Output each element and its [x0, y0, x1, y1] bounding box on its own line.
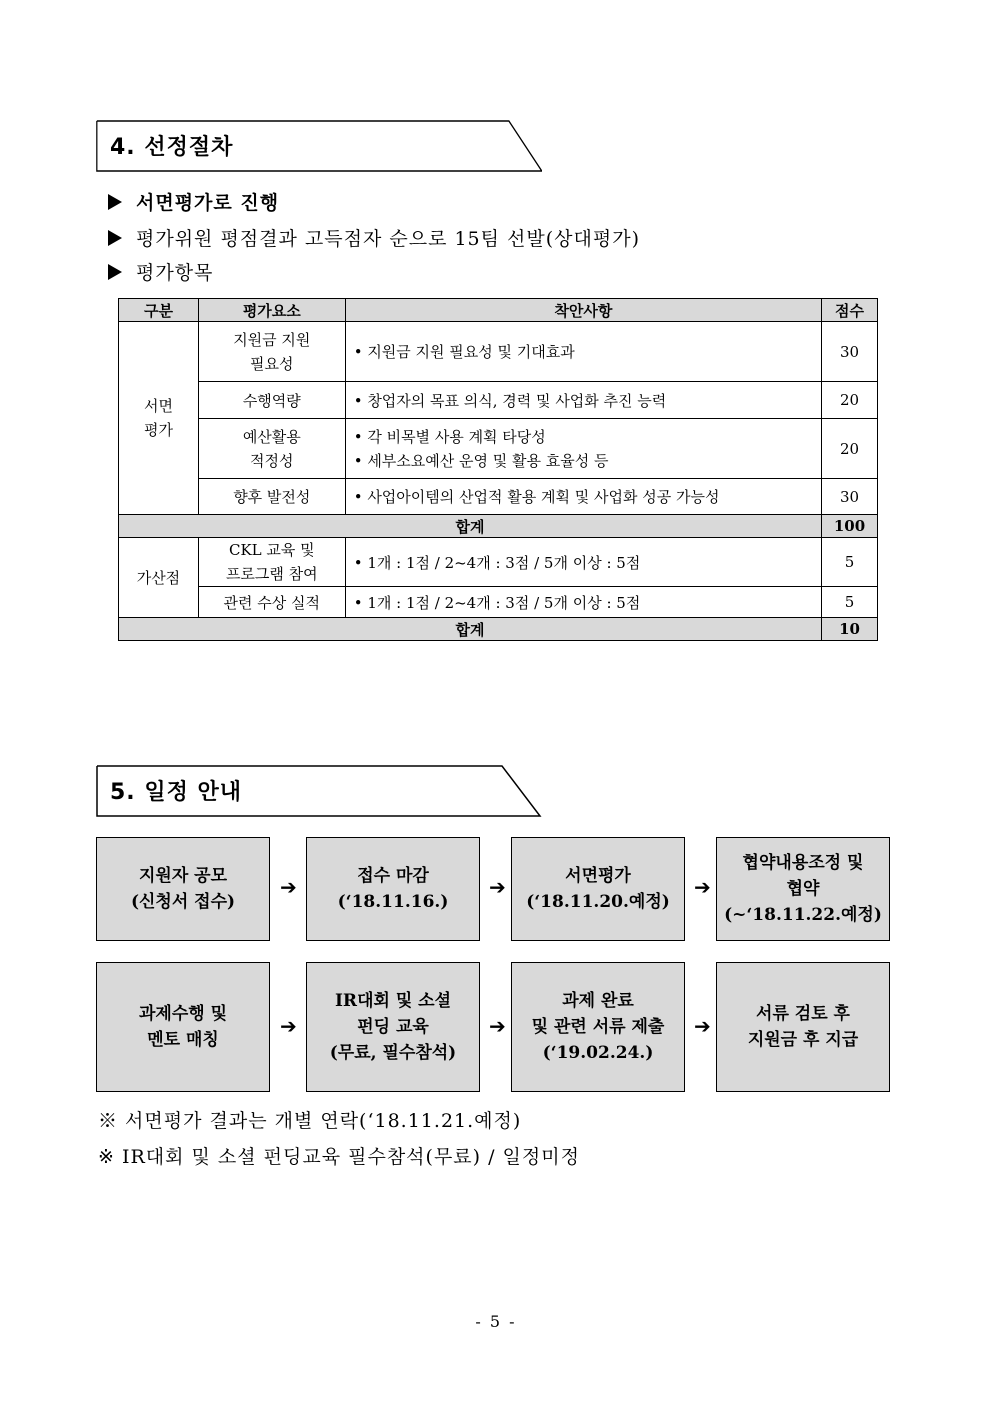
bullet-text: 평가위원 평점결과 고득점자 순으로 15팀 선발(상대평가): [136, 228, 640, 250]
criteria-cell: • 지원금 지원 필요성 및 기대효과: [345, 322, 821, 382]
flow-step-3: [511, 837, 685, 941]
criteria-cell: • 창업자의 목표 의식, 경력 및 사업화 추진 능력: [345, 382, 821, 419]
bullet-3: [108, 258, 213, 285]
arrow-right-icon: ➔: [694, 875, 711, 899]
table-row: [119, 479, 878, 515]
element-line: 프로그램 참여: [225, 565, 318, 583]
criteria-line: • 각 비목별 사용 계획 타당성: [353, 427, 546, 446]
header-category: 구분: [119, 299, 199, 322]
table-header-row: [119, 299, 878, 322]
table-row: [119, 322, 878, 382]
element-line: 예산활용: [242, 427, 301, 446]
group-label-bonus: 가산점: [119, 538, 199, 618]
flow-step-line: 협약내용조정 및: [742, 853, 864, 873]
element-line: 필요성: [250, 354, 294, 373]
criteria-cell: • 1개 : 1점 / 2~4개 : 3점 / 5개 이상 : 5점: [345, 587, 821, 618]
bullet-text: 서면평가로 진행: [136, 192, 280, 214]
score-cell: 20: [822, 382, 878, 419]
triangle-bullet-icon: [108, 194, 122, 210]
triangle-bullet-icon: [108, 264, 122, 280]
element-cell: 향후 발전성: [198, 479, 345, 515]
arrow-right-icon: ➔: [489, 875, 506, 899]
bullet-text: 평가항목: [136, 262, 214, 284]
flow-step-7: [511, 962, 685, 1092]
flow-step-line: 서면평가: [565, 866, 631, 886]
score-cell: 20: [822, 419, 878, 479]
arrow-right-icon: ➔: [280, 1014, 297, 1038]
criteria-cell: • 사업아이템의 산업적 활용 계획 및 사업화 성공 가능성: [345, 479, 821, 515]
subtotal-score: 100: [822, 515, 878, 538]
header-criteria: 착안사항: [345, 299, 821, 322]
bullet-2: [108, 224, 640, 251]
flow-step-line: 과제 완료: [562, 991, 634, 1011]
table-row: [119, 382, 878, 419]
flow-step-line: (‘18.11.20.예정): [526, 892, 670, 912]
flow-step-line: (‘19.02.24.): [542, 1043, 654, 1063]
flow-step-line: (~‘18.11.22.예정): [724, 905, 882, 925]
arrow-right-icon: ➔: [694, 1014, 711, 1038]
flow-step-line: (무료, 필수참석): [329, 1043, 457, 1063]
flow-step-2: [306, 837, 480, 941]
note-2: ※ IR대회 및 소셜 펀딩교육 필수참석(무료) / 일정미정: [98, 1146, 580, 1168]
group-label-line: 서면: [143, 397, 173, 415]
flow-step-5: [96, 962, 270, 1092]
arrow-right-icon: ➔: [489, 1014, 506, 1038]
flow-step-line: 멘토 매칭: [147, 1030, 219, 1050]
flow-step-line: 과제수행 및: [138, 1004, 228, 1024]
element-cell: [198, 538, 345, 587]
group-label-line: 평가: [143, 421, 173, 439]
group-label-document-eval: [119, 322, 199, 515]
flow-step-line: 지원자 공모: [138, 866, 228, 886]
element-cell: 관련 수상 실적: [198, 587, 345, 618]
criteria-cell: • 1개 : 1점 / 2~4개 : 3점 / 5개 이상 : 5점: [345, 538, 821, 587]
subtotal-score: 10: [822, 618, 878, 641]
section-5-header: [96, 765, 542, 817]
score-cell: 30: [822, 479, 878, 515]
element-line: 적정성: [250, 451, 294, 470]
table-row: [119, 419, 878, 479]
subtotal-row: [119, 618, 878, 641]
header-score: 점수: [822, 299, 878, 322]
arrow-right-icon: ➔: [280, 875, 297, 899]
section-4-header: [96, 120, 542, 172]
flow-step-1: [96, 837, 270, 941]
section-4-title: 4. 선정절차: [110, 135, 234, 160]
element-cell: [198, 322, 345, 382]
header-element: 평가요소: [198, 299, 345, 322]
score-cell: 5: [822, 587, 878, 618]
criteria-cell: [345, 419, 821, 479]
flow-step-4: [716, 837, 890, 941]
element-line: CKL 교육 및: [228, 541, 315, 559]
flow-step-line: 협약: [786, 879, 820, 899]
evaluation-table: [118, 298, 878, 641]
element-cell: [198, 419, 345, 479]
flow-step-line: 펀딩 교육: [357, 1017, 429, 1037]
subtotal-label: 합계: [119, 618, 822, 641]
table-row: [119, 538, 878, 587]
triangle-bullet-icon: [108, 230, 122, 246]
flow-step-line: 접수 마감: [357, 866, 429, 886]
flow-step-line: 및 관련 서류 제출: [531, 1017, 665, 1037]
page-number: - 5 -: [475, 1312, 517, 1331]
flow-step-line: (‘18.11.16.): [337, 892, 449, 912]
flow-step-line: IR대회 및 소셜: [334, 991, 452, 1011]
flow-step-6: [306, 962, 480, 1092]
bullet-1: [108, 188, 279, 215]
score-cell: 30: [822, 322, 878, 382]
section-5-title: 5. 일정 안내: [110, 780, 242, 805]
flow-step-8: [716, 962, 890, 1092]
criteria-line: • 세부소요예산 운영 및 활용 효율성 등: [353, 451, 609, 470]
element-cell: 수행역량: [198, 382, 345, 419]
element-line: 지원금 지원: [233, 330, 311, 349]
flow-step-line: 서류 검토 후: [756, 1004, 850, 1024]
flow-step-line: (신청서 접수): [130, 892, 236, 912]
flow-step-line: 지원금 후 지급: [747, 1030, 859, 1050]
score-cell: 5: [822, 538, 878, 587]
subtotal-row: [119, 515, 878, 538]
note-1: ※ 서면평가 결과는 개별 연락(‘18.11.21.예정): [98, 1110, 522, 1132]
table-row: [119, 587, 878, 618]
subtotal-label: 합계: [119, 515, 822, 538]
